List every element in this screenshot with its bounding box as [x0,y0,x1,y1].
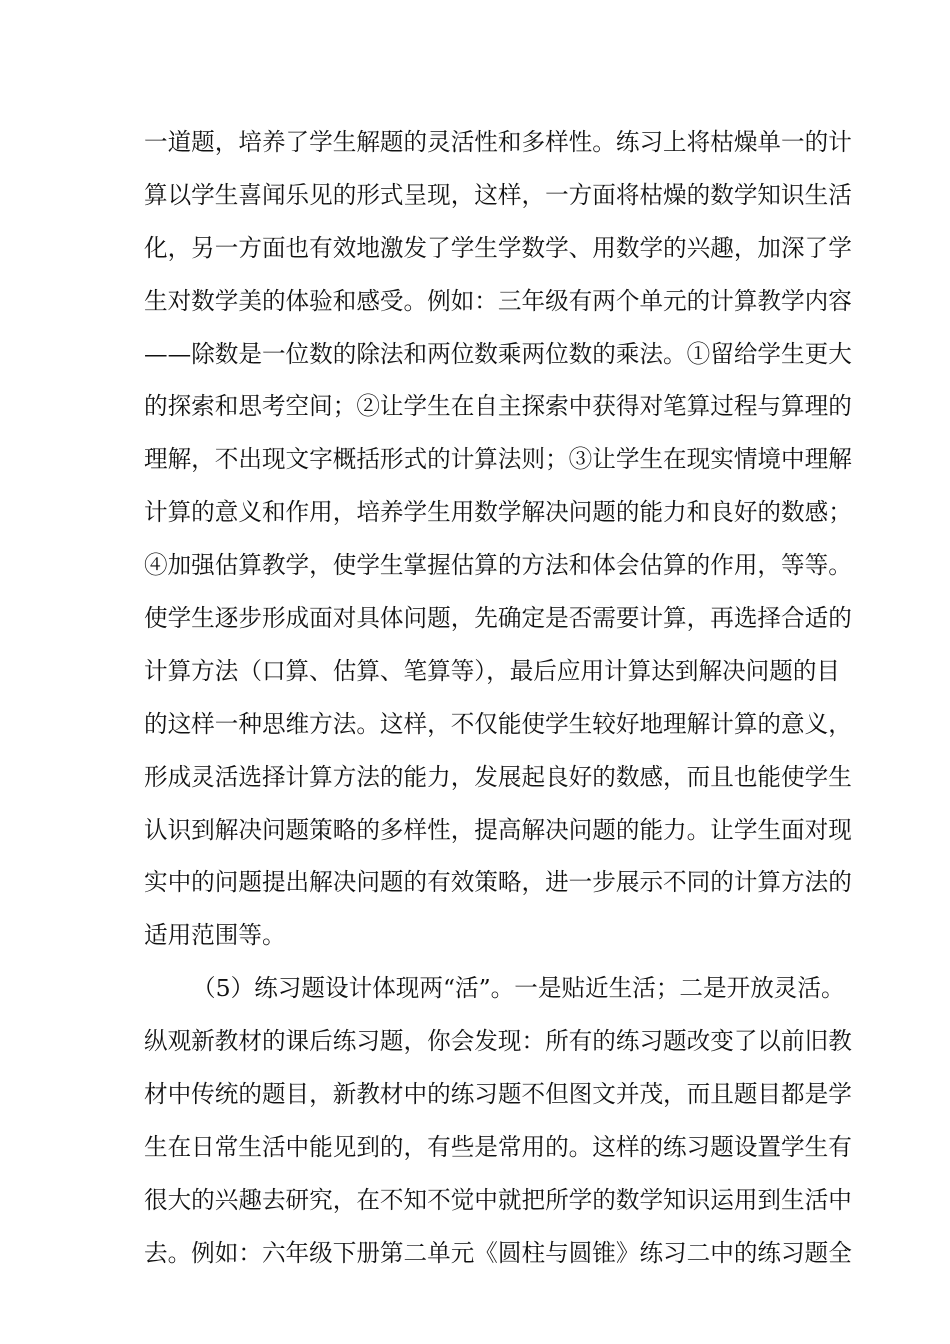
text-line: 形成灵活选择计算方法的能力，发展起良好的数感，而且也能使学生 [144,762,852,791]
text-line: ——除数是一位数的除法和两位数乘两位数的乘法。①留给学生更大 [144,339,852,368]
text-line: ④加强估算教学，使学生掌握估算的方法和体会估算的作用，等等。 [144,551,852,580]
text-line: 很大的兴趣去研究，在不知不觉中就把所学的数学知识运用到生活中 [144,1185,852,1214]
text-line: 材中传统的题目，新教材中的练习题不但图文并茂，而且题目都是学 [144,1080,852,1109]
text-line: 化，另一方面也有效地激发了学生学数学、用数学的兴趣，加深了学 [144,233,852,262]
text-line: 计算的意义和作用，培养学生用数学解决问题的能力和良好的数感； [144,498,852,527]
text-line: 生在日常生活中能见到的，有些是常用的。这样的练习题设置学生有 [144,1132,852,1161]
text-line: 的这样一种思维方法。这样，不仅能使学生较好地理解计算的意义， [144,709,852,738]
text-line: 实中的问题提出解决问题的有效策略，进一步展示不同的计算方法的 [144,868,852,897]
text-line: 算以学生喜闻乐见的形式呈现，这样，一方面将枯燥的数学知识生活 [144,180,852,209]
body-text [144,116,852,1280]
text-line: 理解，不出现文字概括形式的计算法则；③让学生在现实情境中理解 [144,445,852,474]
text-line: 纵观新教材的课后练习题，你会发现：所有的练习题改变了以前旧教 [144,1027,852,1056]
text-line: 计算方法（口算、估算、笔算等），最后应用计算达到解决问题的目 [144,656,841,685]
text-line: 生对数学美的体验和感受。例如：三年级有两个单元的计算教学内容 [144,286,852,315]
text-line: 去。例如：六年级下册第二单元《圆柱与圆锥》练习二中的练习题全 [144,1238,852,1267]
text-line: 的探索和思考空间；②让学生在自主探索中获得对笔算过程与算理的 [144,392,852,421]
text-line: 使学生逐步形成面对具体问题，先确定是否需要计算，再选择合适的 [144,604,852,633]
paragraph-start-line: （5）练习题设计体现两“活”。一是贴近生活；二是开放灵活。 [192,974,845,1003]
paragraph-end-line: 适用范围等。 [144,921,286,950]
text-line: 一道题，培养了学生解题的灵活性和多样性。练习上将枯燥单一的计 [144,128,852,156]
text-line: 认识到解决问题策略的多样性，提高解决问题的能力。让学生面对现 [144,815,852,844]
